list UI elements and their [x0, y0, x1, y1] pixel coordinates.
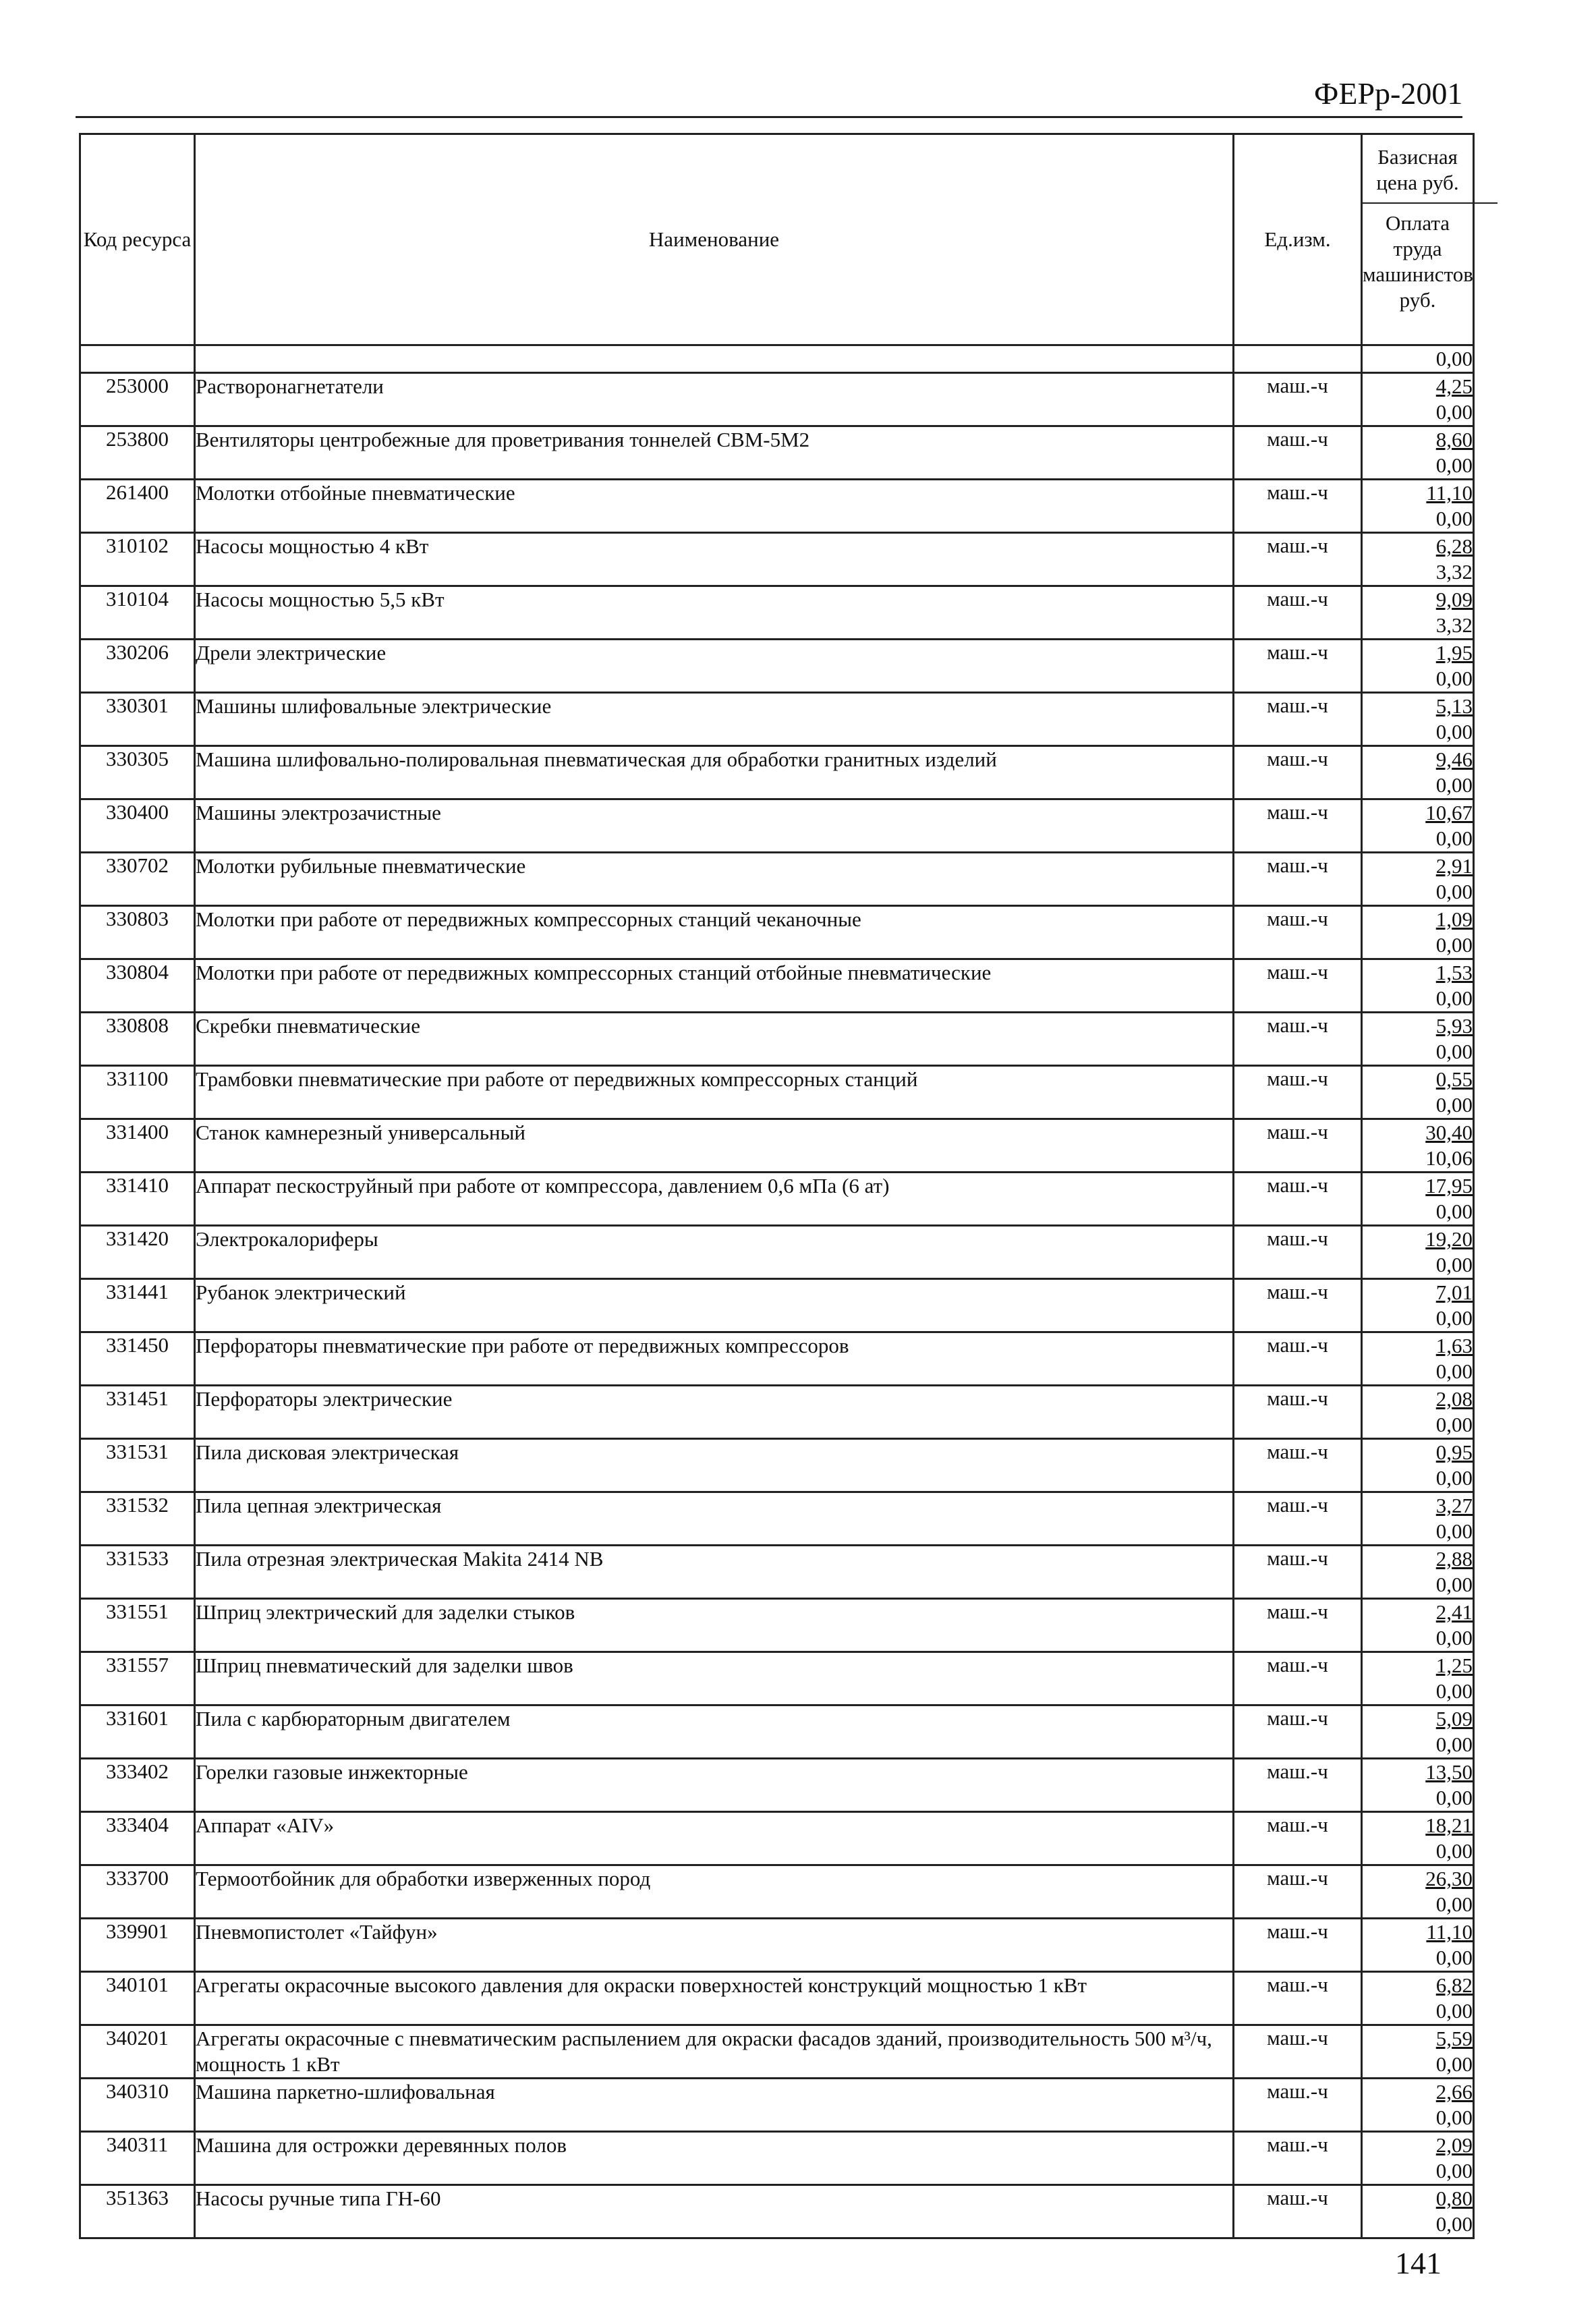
- column-header-price-divider: [1363, 202, 1498, 204]
- resource-price-cell: [1362, 746, 1474, 799]
- resource-code: 331557: [80, 1652, 195, 1705]
- table-row: [80, 373, 1474, 426]
- resource-code: 330808: [80, 1013, 195, 1066]
- resource-table: [79, 133, 1475, 2239]
- resource-unit: маш.-ч: [1234, 1759, 1362, 1812]
- resource-name: Насосы ручные типа ГН-60: [195, 2185, 1234, 2238]
- resource-name: Молотки при работе от передвижных компрессорных станций чеканочные: [195, 906, 1234, 959]
- resource-price-cell: [1362, 1119, 1474, 1173]
- table-row: [80, 1652, 1474, 1705]
- resource-name: Горелки газовые инжекторные: [195, 1759, 1234, 1812]
- resource-name: Перфораторы электрические: [195, 1386, 1234, 1439]
- operator-labor-price: 0,00: [1435, 773, 1473, 797]
- operator-labor-price: 0,00: [1435, 826, 1473, 850]
- operator-labor-price: 0,00: [1435, 2106, 1473, 2129]
- resource-price-cell: [1362, 533, 1474, 586]
- resource-unit: маш.-ч: [1234, 1919, 1362, 1972]
- table-row: [80, 1599, 1474, 1652]
- resource-name: Пила дисковая электрическая: [195, 1439, 1234, 1492]
- operator-labor-price: 0,00: [1435, 1679, 1473, 1703]
- base-price: 2,66: [1435, 2080, 1473, 2104]
- blank-cell: [1234, 345, 1362, 373]
- resource-unit: маш.-ч: [1234, 1066, 1362, 1119]
- resource-code: 310102: [80, 533, 195, 586]
- base-price: 30,40: [1425, 1121, 1473, 1144]
- page-number: 141: [1395, 2246, 1442, 2280]
- resource-price-cell: [1362, 1013, 1474, 1066]
- table-row: [80, 693, 1474, 746]
- resource-price-cell: [1362, 2132, 1474, 2185]
- table-row: [80, 1332, 1474, 1386]
- resource-code: 330206: [80, 640, 195, 693]
- base-price: 17,95: [1425, 1174, 1473, 1197]
- column-header-price: [1362, 134, 1474, 345]
- operator-labor-price: 0,00: [1435, 1999, 1473, 2023]
- operator-labor-price: 0,00: [1435, 453, 1473, 477]
- resource-name: Агрегаты окрасочные с пневматическим распылением для окраски фасадов зданий, производительность 500 м³/ч, мощность 1 кВт: [195, 2025, 1234, 2079]
- resource-name: Перфораторы пневматические при работе от передвижных компрессоров: [195, 1332, 1234, 1386]
- column-header-price-bottom: Оплата труда машинистов руб.: [1363, 211, 1473, 312]
- resource-unit: маш.-ч: [1234, 586, 1362, 640]
- resource-unit: маш.-ч: [1234, 1599, 1362, 1652]
- top-value: 0,00: [1362, 345, 1474, 373]
- resource-name: Молотки при работе от передвижных компрессорных станций отбойные пневматические: [195, 959, 1234, 1013]
- resource-code: 253000: [80, 373, 195, 426]
- column-header-name: Наименование: [195, 134, 1234, 345]
- operator-labor-price: 0,00: [1435, 1786, 1473, 1809]
- resource-unit: маш.-ч: [1234, 426, 1362, 480]
- operator-labor-price: 0,00: [1435, 1413, 1473, 1436]
- resource-code: 330301: [80, 693, 195, 746]
- table-row: [80, 426, 1474, 480]
- resource-unit: маш.-ч: [1234, 2025, 1362, 2079]
- table-row: [80, 1812, 1474, 1865]
- resource-name: Машина паркетно-шлифовальная: [195, 2079, 1234, 2132]
- resource-price-cell: [1362, 906, 1474, 959]
- table-row: [80, 746, 1474, 799]
- resource-price-cell: [1362, 480, 1474, 533]
- resource-price-cell: [1362, 1332, 1474, 1386]
- resource-unit: маш.-ч: [1234, 746, 1362, 799]
- resource-name: Молотки рубильные пневматические: [195, 853, 1234, 906]
- operator-labor-price: 0,00: [1435, 1732, 1473, 1756]
- resource-name: Машины электрозачистные: [195, 799, 1234, 853]
- operator-labor-price: 0,00: [1435, 1626, 1473, 1650]
- base-price: 18,21: [1425, 1813, 1473, 1837]
- operator-labor-price: 0,00: [1435, 2212, 1473, 2236]
- resource-price-cell: [1362, 426, 1474, 480]
- operator-labor-price: 3,32: [1435, 560, 1473, 584]
- base-price: 2,91: [1435, 854, 1473, 878]
- resource-price-cell: [1362, 373, 1474, 426]
- resource-name: Насосы мощностью 4 кВт: [195, 533, 1234, 586]
- resource-name: Дрели электрические: [195, 640, 1234, 693]
- resource-unit: маш.-ч: [1234, 2185, 1362, 2238]
- table-row: [80, 799, 1474, 853]
- resource-unit: маш.-ч: [1234, 799, 1362, 853]
- operator-labor-price: 0,00: [1435, 2052, 1473, 2076]
- column-header-code: Код ресурса: [80, 134, 195, 345]
- resource-name: Шприц пневматический для заделки швов: [195, 1652, 1234, 1705]
- resource-name: Аппарат «AIV»: [195, 1812, 1234, 1865]
- resource-name: Трамбовки пневматические при работе от передвижных компрессорных станций: [195, 1066, 1234, 1119]
- operator-labor-price: 0,00: [1435, 1306, 1473, 1330]
- resource-price-cell: [1362, 1226, 1474, 1279]
- resource-price-cell: [1362, 2025, 1474, 2079]
- resource-name: Машина для острожки деревянных полов: [195, 2132, 1234, 2185]
- resource-code: 330804: [80, 959, 195, 1013]
- resource-price-cell: [1362, 1546, 1474, 1599]
- resource-name: Пила цепная электрическая: [195, 1492, 1234, 1546]
- resource-code: 331533: [80, 1546, 195, 1599]
- table-row: [80, 1546, 1474, 1599]
- resource-price-cell: [1362, 959, 1474, 1013]
- resource-unit: маш.-ч: [1234, 1119, 1362, 1173]
- resource-price-cell: [1362, 1865, 1474, 1919]
- resource-unit: маш.-ч: [1234, 2132, 1362, 2185]
- resource-code: 351363: [80, 2185, 195, 2238]
- resource-name: Растворонагнетатели: [195, 373, 1234, 426]
- resource-code: 340201: [80, 2025, 195, 2079]
- base-price: 0,55: [1435, 1067, 1473, 1091]
- operator-labor-price: 0,00: [1435, 1466, 1473, 1490]
- resource-unit: маш.-ч: [1234, 906, 1362, 959]
- table-row-blank: [80, 345, 1474, 373]
- resource-price-cell: [1362, 1812, 1474, 1865]
- base-price: 5,59: [1435, 2027, 1473, 2050]
- resource-unit: маш.-ч: [1234, 640, 1362, 693]
- table-row: [80, 533, 1474, 586]
- blank-cell: [80, 345, 195, 373]
- resource-unit: маш.-ч: [1234, 853, 1362, 906]
- base-price: 2,88: [1435, 1547, 1473, 1571]
- base-price: 2,41: [1435, 1600, 1473, 1624]
- resource-code: 333700: [80, 1865, 195, 1919]
- operator-labor-price: 0,00: [1435, 1359, 1473, 1383]
- base-price: 19,20: [1425, 1227, 1473, 1251]
- resource-unit: маш.-ч: [1234, 1332, 1362, 1386]
- resource-unit: маш.-ч: [1234, 1812, 1362, 1865]
- table-row: [80, 2132, 1474, 2185]
- base-price: 5,93: [1435, 1014, 1473, 1038]
- resource-name: Шприц электрический для заделки стыков: [195, 1599, 1234, 1652]
- base-price: 9,46: [1435, 748, 1473, 771]
- table-row: [80, 1919, 1474, 1972]
- blank-cell: [195, 345, 1234, 373]
- resource-code: 330803: [80, 906, 195, 959]
- base-price: 13,50: [1425, 1760, 1473, 1784]
- table-row: [80, 1972, 1474, 2025]
- resource-price-cell: [1362, 853, 1474, 906]
- base-price: 1,25: [1435, 1654, 1473, 1677]
- resource-price-cell: [1362, 1599, 1474, 1652]
- base-price: 1,09: [1435, 907, 1473, 931]
- base-price: 6,28: [1435, 534, 1473, 558]
- resource-price-cell: [1362, 1919, 1474, 1972]
- resource-unit: маш.-ч: [1234, 1652, 1362, 1705]
- resource-price-cell: [1362, 1279, 1474, 1332]
- operator-labor-price: 0,00: [1435, 2159, 1473, 2182]
- resource-unit: маш.-ч: [1234, 480, 1362, 533]
- resource-code: 261400: [80, 480, 195, 533]
- operator-labor-price: 10,06: [1425, 1146, 1473, 1170]
- base-price: 4,25: [1435, 374, 1473, 398]
- resource-name: Агрегаты окрасочные высокого давления для окраски поверхностей конструкций мощностью 1 кВт: [195, 1972, 1234, 2025]
- resource-unit: маш.-ч: [1234, 2079, 1362, 2132]
- resource-code: 331410: [80, 1173, 195, 1226]
- resource-name: Машина шлифовально-полировальная пневматическая для обработки гранитных изделий: [195, 746, 1234, 799]
- resource-name: Насосы мощностью 5,5 кВт: [195, 586, 1234, 640]
- resource-code: 331400: [80, 1119, 195, 1173]
- resource-price-cell: [1362, 2079, 1474, 2132]
- resource-unit: маш.-ч: [1234, 1173, 1362, 1226]
- resource-unit: маш.-ч: [1234, 1492, 1362, 1546]
- resource-name: Станок камнерезный универсальный: [195, 1119, 1234, 1173]
- base-price: 2,09: [1435, 2133, 1473, 2157]
- resource-unit: маш.-ч: [1234, 373, 1362, 426]
- resource-code: 331531: [80, 1439, 195, 1492]
- resource-code: 340311: [80, 2132, 195, 2185]
- resource-name: Электрокалориферы: [195, 1226, 1234, 1279]
- resource-code: 331100: [80, 1066, 195, 1119]
- resource-name: Рубанок электрический: [195, 1279, 1234, 1332]
- resource-name: Аппарат пескоструйный при работе от компрессора, давлением 0,6 мПа (6 ат): [195, 1173, 1234, 1226]
- resource-code: 330400: [80, 799, 195, 853]
- operator-labor-price: 0,00: [1435, 933, 1473, 957]
- resource-code: 331601: [80, 1705, 195, 1759]
- resource-code: 253800: [80, 426, 195, 480]
- table-row: [80, 1865, 1474, 1919]
- table-row: [80, 1173, 1474, 1226]
- column-header-price-top: Базисная цена руб.: [1376, 145, 1459, 194]
- resource-name: Машины шлифовальные электрические: [195, 693, 1234, 746]
- resource-unit: маш.-ч: [1234, 1279, 1362, 1332]
- resource-code: 339901: [80, 1919, 195, 1972]
- table-row: [80, 1066, 1474, 1119]
- resource-price-cell: [1362, 1652, 1474, 1705]
- resource-price-cell: [1362, 1705, 1474, 1759]
- table-row: [80, 2025, 1474, 2079]
- base-price: 10,67: [1425, 801, 1473, 824]
- resource-unit: маш.-ч: [1234, 1972, 1362, 2025]
- resource-unit: маш.-ч: [1234, 1226, 1362, 1279]
- resource-code: 331451: [80, 1386, 195, 1439]
- operator-labor-price: 0,00: [1435, 1040, 1473, 1063]
- resource-code: 333404: [80, 1812, 195, 1865]
- operator-labor-price: 0,00: [1435, 720, 1473, 743]
- resource-code: 330305: [80, 746, 195, 799]
- table-row: [80, 480, 1474, 533]
- resource-code: 310104: [80, 586, 195, 640]
- operator-labor-price: 0,00: [1435, 1892, 1473, 1916]
- base-price: 6,82: [1435, 1973, 1473, 1997]
- resource-price-cell: [1362, 1759, 1474, 1812]
- resource-name: Пила с карбюраторным двигателем: [195, 1705, 1234, 1759]
- resource-price-cell: [1362, 1972, 1474, 2025]
- operator-labor-price: 0,00: [1435, 1946, 1473, 1969]
- base-price: 0,80: [1435, 2187, 1473, 2210]
- resource-unit: маш.-ч: [1234, 1865, 1362, 1919]
- operator-labor-price: 0,00: [1435, 986, 1473, 1010]
- table-row: [80, 1492, 1474, 1546]
- operator-labor-price: 3,32: [1435, 613, 1473, 637]
- resource-name: Пневмопистолет «Тайфун»: [195, 1919, 1234, 1972]
- operator-labor-price: 0,00: [1435, 400, 1473, 424]
- resource-code: 330702: [80, 853, 195, 906]
- table-row: [80, 1439, 1474, 1492]
- resource-price-cell: [1362, 693, 1474, 746]
- table-row: [80, 1119, 1474, 1173]
- base-price: 11,10: [1426, 1920, 1473, 1944]
- resource-name: Пила отрезная электрическая Makita 2414 NB: [195, 1546, 1234, 1599]
- base-price: 0,95: [1435, 1440, 1473, 1464]
- operator-labor-price: 0,00: [1435, 1573, 1473, 1596]
- resource-code: 331420: [80, 1226, 195, 1279]
- resource-code: 331532: [80, 1492, 195, 1546]
- resource-unit: маш.-ч: [1234, 1546, 1362, 1599]
- resource-code: 331450: [80, 1332, 195, 1386]
- resource-price-cell: [1362, 640, 1474, 693]
- base-price: 7,01: [1435, 1280, 1473, 1304]
- resource-unit: маш.-ч: [1234, 1705, 1362, 1759]
- base-price: 11,10: [1426, 481, 1473, 505]
- table-row: [80, 906, 1474, 959]
- resource-price-cell: [1362, 1439, 1474, 1492]
- operator-labor-price: 0,00: [1435, 1839, 1473, 1863]
- base-price: 9,09: [1435, 588, 1473, 611]
- resource-price-cell: [1362, 799, 1474, 853]
- resource-unit: маш.-ч: [1234, 533, 1362, 586]
- operator-labor-price: 0,00: [1435, 1519, 1473, 1543]
- resource-code: 333402: [80, 1759, 195, 1812]
- table-row: [80, 1226, 1474, 1279]
- resource-unit: маш.-ч: [1234, 1386, 1362, 1439]
- resource-name: Вентиляторы центробежные для проветривания тоннелей СВМ-5М2: [195, 426, 1234, 480]
- table-row: [80, 640, 1474, 693]
- resource-price-cell: [1362, 2185, 1474, 2238]
- document-code: ФЕРр-2001: [1314, 76, 1463, 111]
- resource-code: 331441: [80, 1279, 195, 1332]
- base-price: 26,30: [1425, 1867, 1473, 1890]
- resource-unit: маш.-ч: [1234, 693, 1362, 746]
- resource-price-cell: [1362, 1492, 1474, 1546]
- resource-price-cell: [1362, 1066, 1474, 1119]
- table-row: [80, 1705, 1474, 1759]
- table-row: [80, 1279, 1474, 1332]
- resource-code: 331551: [80, 1599, 195, 1652]
- operator-labor-price: 0,00: [1435, 1093, 1473, 1117]
- base-price: 3,27: [1435, 1494, 1473, 1517]
- resource-name: Молотки отбойные пневматические: [195, 480, 1234, 533]
- base-price: 1,63: [1435, 1334, 1473, 1357]
- table-row: [80, 853, 1474, 906]
- table-row: [80, 2185, 1474, 2238]
- operator-labor-price: 0,00: [1435, 667, 1473, 690]
- header-rule: [76, 116, 1462, 118]
- resource-price-cell: [1362, 1173, 1474, 1226]
- resource-name: Скребки пневматические: [195, 1013, 1234, 1066]
- resource-price-cell: [1362, 1386, 1474, 1439]
- table-row: [80, 1013, 1474, 1066]
- operator-labor-price: 0,00: [1435, 1200, 1473, 1223]
- resource-unit: маш.-ч: [1234, 1439, 1362, 1492]
- table-row: [80, 959, 1474, 1013]
- operator-labor-price: 0,00: [1435, 507, 1473, 530]
- resource-unit: маш.-ч: [1234, 1013, 1362, 1066]
- operator-labor-price: 0,00: [1435, 1253, 1473, 1276]
- column-header-unit: Ед.изм.: [1234, 134, 1362, 345]
- base-price: 5,09: [1435, 1707, 1473, 1730]
- base-price: 5,13: [1435, 694, 1473, 718]
- base-price: 8,60: [1435, 428, 1473, 451]
- resource-name: Термоотбойник для обработки изверженных пород: [195, 1865, 1234, 1919]
- resource-unit: маш.-ч: [1234, 959, 1362, 1013]
- table-row: [80, 586, 1474, 640]
- table-row: [80, 1386, 1474, 1439]
- base-price: 1,53: [1435, 961, 1473, 984]
- base-price: 1,95: [1435, 641, 1473, 665]
- resource-price-cell: [1362, 586, 1474, 640]
- base-price: 2,08: [1435, 1387, 1473, 1411]
- table-row: [80, 1759, 1474, 1812]
- resource-code: 340310: [80, 2079, 195, 2132]
- resource-code: 340101: [80, 1972, 195, 2025]
- operator-labor-price: 0,00: [1435, 880, 1473, 903]
- table-row: [80, 2079, 1474, 2132]
